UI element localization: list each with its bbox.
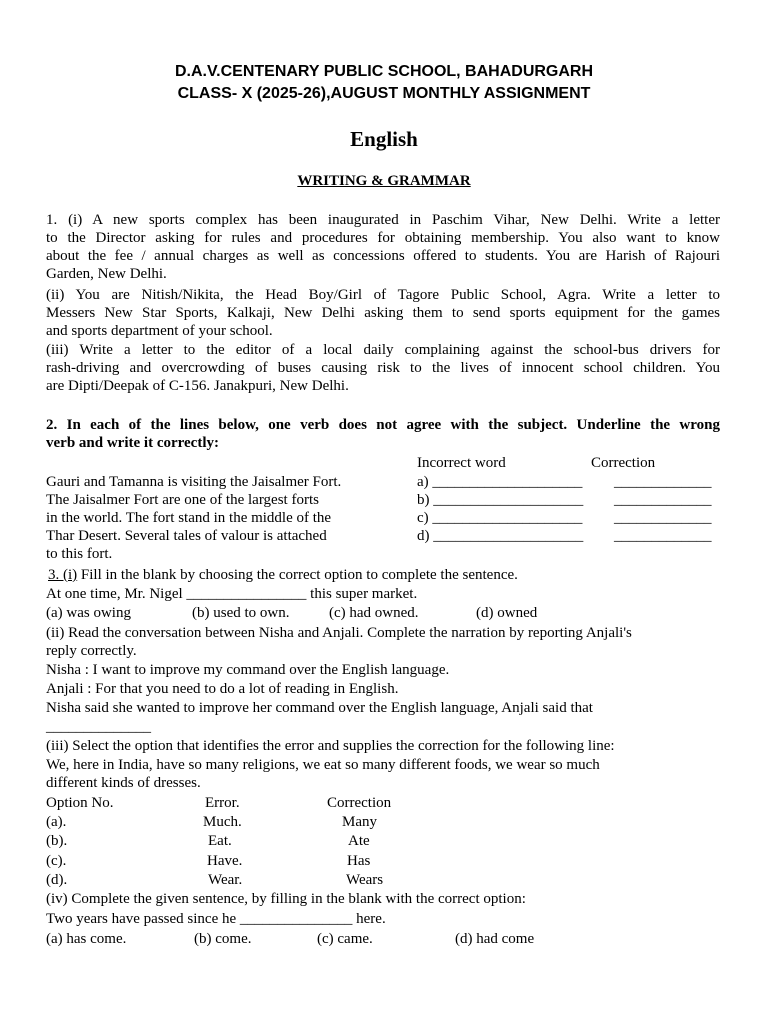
q3-iv-line: Two years have passed since he _______________ here. xyxy=(46,911,386,927)
col-correction: Correction xyxy=(591,455,656,471)
q3-i-prompt xyxy=(48,566,518,584)
q3-ii-line: reply correctly. xyxy=(46,643,137,659)
q3-ii-line: (ii) Read the conversation between Nisha and Anjali. Complete the narration by reporting Anjali's xyxy=(46,625,632,641)
correction-blank: _____________ xyxy=(614,510,712,526)
q2-passage-line: Thar Desert. Several tales of valour is attached xyxy=(46,528,327,544)
q1-line: are Dipti/Deepak of C-156. Janakpuri, New Delhi. xyxy=(46,378,349,394)
q1-line: to the Director asking for rules and procedures for obtaining membership. You also want to know xyxy=(46,230,720,246)
answer-blank: a) ____________________ xyxy=(417,474,583,490)
q3-iii-line: (iii) Select the option that identifies the error and supplies the correction for the following line: xyxy=(46,738,615,754)
q2-passage-line: in the world. The fort stand in the middle of the xyxy=(46,510,332,526)
table-cell: Have. xyxy=(207,853,243,869)
q3-iv-line: (iv) Complete the given sentence, by filling in the blank with the correct option: xyxy=(46,891,526,907)
option-b: (b) used to own. xyxy=(192,605,290,621)
option-d: (d) owned xyxy=(476,605,538,621)
answer-blank: c) ____________________ xyxy=(417,510,583,526)
col-incorrect-word: Incorrect word xyxy=(417,455,506,471)
section-title: WRITING & GRAMMAR xyxy=(297,173,471,189)
q3-iii-line: We, here in India, have so many religions, we eat so many different foods, we wear so much xyxy=(46,757,600,773)
q1-line: (ii) You are Nitish/Nikita, the Head Boy/Girl of Tagore Public School, Agra. Write a letter to xyxy=(46,287,720,303)
table-cell: Much. xyxy=(203,814,242,830)
correction-blank: _____________ xyxy=(614,492,712,508)
q3-i-text: Fill in the blank by choosing the correct option to complete the sentence. xyxy=(77,567,518,583)
school-name: D.A.V.CENTENARY PUBLIC SCHOOL, BAHADURGARH xyxy=(174,63,594,80)
table-cell: (b). xyxy=(46,833,68,849)
table-cell: Wears xyxy=(346,872,384,888)
table-cell: Many xyxy=(342,814,377,830)
answer-blank: d) ____________________ xyxy=(417,528,584,544)
q2-passage-line: to this fort. xyxy=(46,546,113,562)
q3-ii-line: Nisha : I want to improve my command over the English language. xyxy=(46,662,450,678)
q2-heading: verb and write it correctly: xyxy=(46,435,219,451)
table-header-error: Error. xyxy=(205,795,240,811)
option-a: (a) was owing xyxy=(46,605,131,621)
option-c: (c) had owned. xyxy=(329,605,419,621)
subject-title: English xyxy=(350,127,418,151)
q2-passage-line: Gauri and Tamanna is visiting the Jaisalmer Fort. xyxy=(46,474,342,490)
q3-number: 3. (i) xyxy=(48,567,78,583)
table-cell: Ate xyxy=(348,833,370,849)
q3-ii-line: ______________ xyxy=(46,719,151,735)
q1-line: Garden, New Delhi. xyxy=(46,266,167,282)
option-a: (a) has come. xyxy=(46,931,127,947)
q1-line: 1. (i) A new sports complex has been inaugurated in Paschim Vihar, New Delhi. Write a letter xyxy=(46,212,720,228)
table-cell: (c). xyxy=(46,853,67,869)
class-line: CLASS- X (2025-26),AUGUST MONTHLY ASSIGNMENT xyxy=(177,85,591,102)
option-b: (b) come. xyxy=(194,931,252,947)
q3-ii-line: Nisha said she wanted to improve her command over the English language, Anjali said that xyxy=(46,700,593,716)
q1-line: Messers New Star Sports, Kalkaji, New Delhi asking them to send sports equipment for the games xyxy=(46,305,720,321)
correction-blank: _____________ xyxy=(614,528,712,544)
table-cell: (a). xyxy=(46,814,67,830)
table-cell: (d). xyxy=(46,872,68,888)
q1-line: and sports department of your school. xyxy=(46,323,273,339)
q3-i-sentence: At one time, Mr. Nigel ________________ this super market. xyxy=(46,586,418,602)
table-cell: Wear. xyxy=(208,872,243,888)
q2-passage-line: The Jaisalmer Fort are one of the largest forts xyxy=(46,492,319,508)
table-header-option: Option No. xyxy=(46,795,114,811)
q3-ii-line: Anjali : For that you need to do a lot of reading in English. xyxy=(46,681,399,697)
q1-line: (iii) Write a letter to the editor of a local daily complaining against the school-bus drivers for xyxy=(46,342,720,358)
option-d: (d) had come xyxy=(455,931,535,947)
q1-line: about the fee / annual charges as well as concessions offered to students. You are Harish of Rajouri xyxy=(46,248,720,264)
q2-heading: 2. In each of the lines below, one verb does not agree with the subject. Underline the wrong xyxy=(46,417,720,433)
answer-blank: b) ____________________ xyxy=(417,492,584,508)
option-c: (c) came. xyxy=(317,931,373,947)
table-cell: Eat. xyxy=(208,833,232,849)
table-header-correction: Correction xyxy=(327,795,392,811)
table-cell: Has xyxy=(347,853,371,869)
q3-iii-line: different kinds of dresses. xyxy=(46,775,201,791)
correction-blank: _____________ xyxy=(614,474,712,490)
q1-line: rash-driving and overcrowding of buses causing risk to the lives of innocent school children. You xyxy=(46,360,720,376)
